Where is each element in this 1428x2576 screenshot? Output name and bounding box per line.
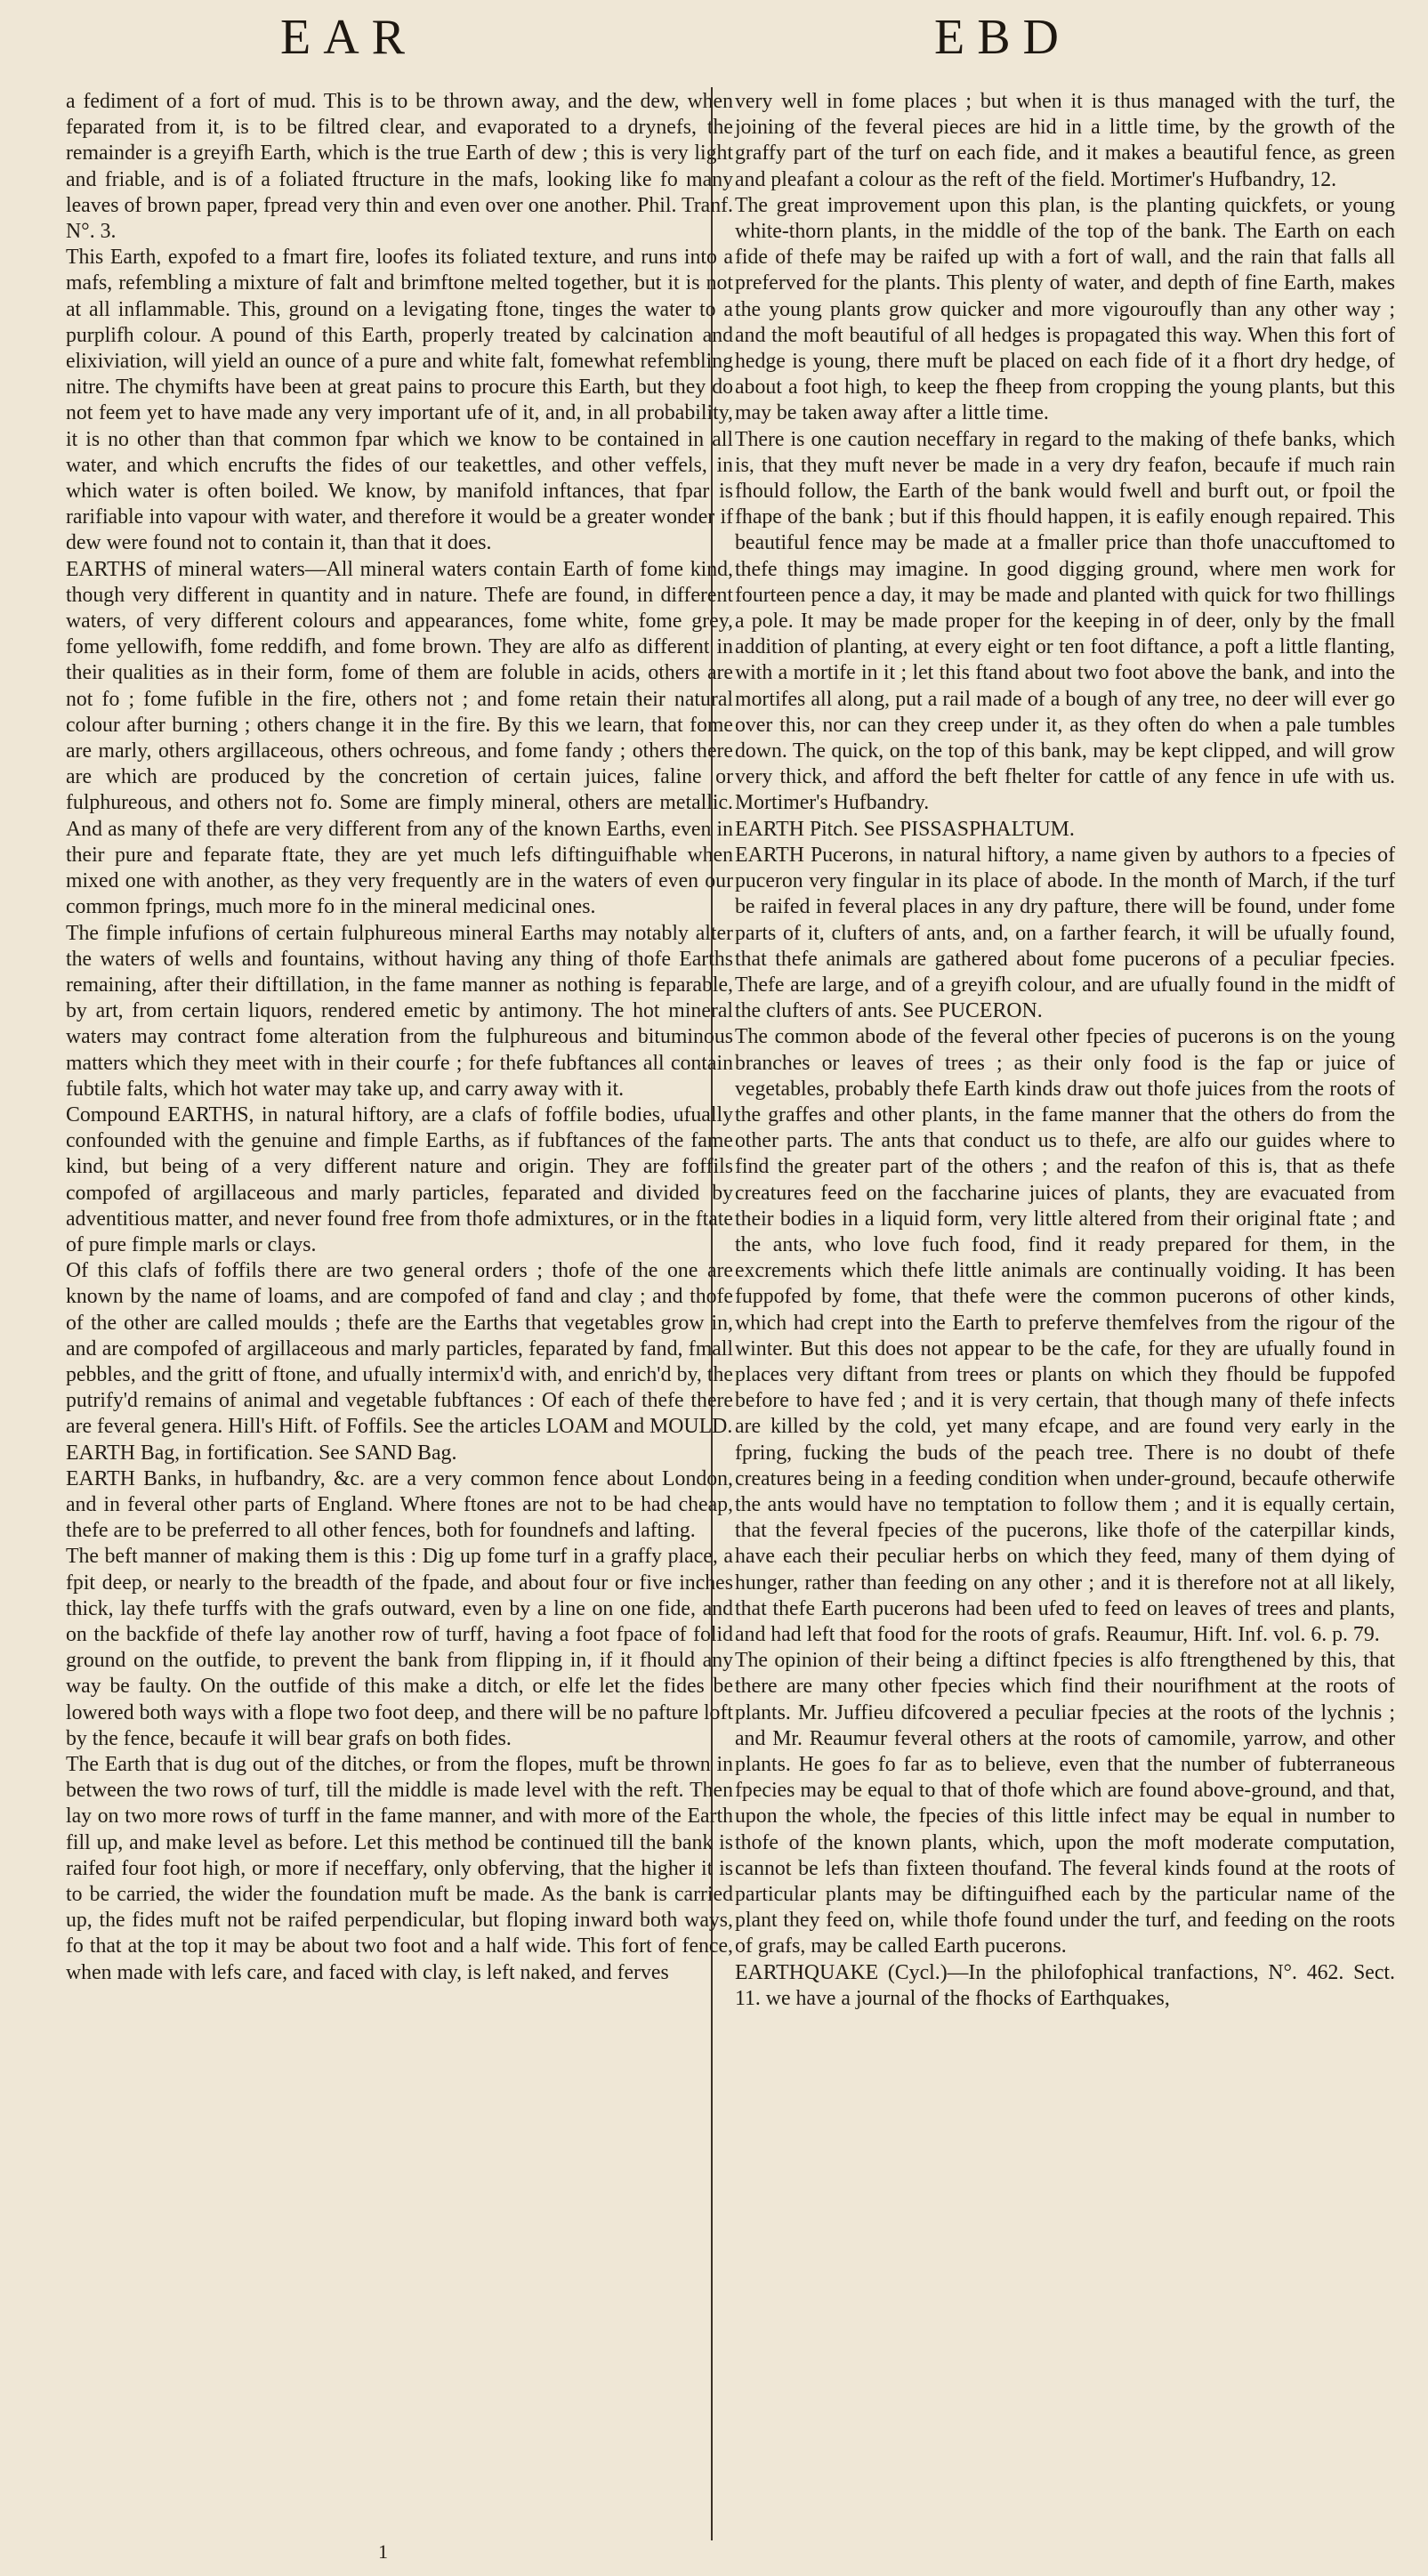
entry-earth-pitch: EARTH Pitch. See PISSASPHALTUM. <box>735 817 1075 841</box>
paragraph: The beft manner of making them is this : Dig up fome turf in a graffy place, a fpit deep, or nearly to the breadth of the fpade, and about four or five inches thick, lay thefe turffs with the grafs outward, even by a line on one fide, and on the backfide of thefe lay another row of turff, having a foot fpace of folid ground on the outfide, to prevent the bank from flipping in, if it fhould any way be faulty. On the outfide of this make a ditch, or elfe let the fides be lowered both ways with a flope two foot deep, and there will be no pafture loft by the fence, becaufe it will bear grafs on both fides. <box>66 1545 733 1750</box>
paragraph: a fediment of a fort of mud. This is to be thrown away, and the dew, when feparated from it, is to be filtred clear, and evaporated to a drynefs, the remainder is a greyifh Earth, which is the true Earth of dew ; this is very light and friable, and is of a foliated ftructure in the mafs, looking like fo many leaves of brown paper, fpread very thin and even over one another. Phil. Tranf. N°. 3. <box>66 90 733 244</box>
paragraph: The great improvement upon this plan, is the planting quickfets, or young white-thorn plants, in the middle of the top of the bank. The Earth on each fide of thefe may be raifed up with a fort of wall, and the rain that falls all preferved for the plants. This plenty of water, and depth of fine Earth, makes the young plants grow quicker and more vigouroufly than any other way ; and the moft beautiful of all hedges is propagated this way. When this fort of hedge is young, there muft be placed on each fide of it a fhort dry hedge, of about a foot high, to keep the fheep from cropping the young plants, but this may be taken away after a little time. <box>735 193 1395 425</box>
paragraph: This Earth, expofed to a fmart fire, loofes its foliated texture, and runs into a mafs, refembling a mixture of falt and brimftone melted together, but it is not at all inflammable. This, ground on a levigating ftone, tinges the water to a purplifh colour. A pound of this Earth, properly treated by calcination and elixiviation, will yield an ounce of a pure and white falt, fomewhat refembling nitre. The chymifts have been at great pains to procure this Earth, but they do not feem yet to have made any very important ufe of it, and, in all probability, it is no other than that common fpar which we know to be contained in all water, and which encrufts the fides of our teakettles, and other veffels, in which water is often boiled. We know, by manifold inftances, that fpar is rarifiable into vapour with water, and therefore it would be a greater wonder if dew were found not to contain it, than that it does. <box>66 246 733 555</box>
entry-compound-earths: Compound EARTHS, in natural hiftory, are a clafs of foffile bodies, ufually confounded with the genuine and fimple Earths, as if fubftances of the fame kind, but being of a very different nature and origin. They are foffils compofed of argillaceous and marly particles, feparated and divided by adventitious matter, and never found free from thofe admixtures, or in the ftate of pure fimple marls or clays. <box>66 1102 733 1256</box>
paragraph: very well in fome places ; but when it is thus managed with the turf, the joining of the feveral pieces are hid in a little time, by the growth of the graffy part of the turf on each fide, and it makes a beautiful fence, as green and pleafant a colour as the reft of the field. Mortimer's Hufbandry, 12. <box>735 90 1395 191</box>
page-number: 1 <box>378 2540 388 2563</box>
entry-earths-mineral-waters: EARTHS of mineral waters—All mineral waters contain Earth of fome kind, though very different in quantity and in nature. Thefe are found, in different waters, of very different colours and appearances, fome white, fome grey, fome yellowifh, fome reddifh, and fome brown. They are alfo as different in their qualities as in their form, fome of them are foluble in acids, others are not fo ; fome fufible in the fire, others not ; and fome retain their natural colour after burning ; others change it in the fire. By this we learn, that fome are marly, others argillaceous, others ochreous, and fome fandy ; others there are which are produced by the concretion of certain juices, faline or fulphureous, and others not fo. Some are fimply mineral, others are metallic. And as many of thefe are very different from any of the known Earths, even in their pure and feparate ftate, they are yet much lefs diftinguifhable when mixed one with another, as they very frequently are in the waters of even our common fprings, much more fo in the mineral medicinal ones. <box>66 557 733 919</box>
paragraph: The fimple infufions of certain fulphureous mineral Earths may notably alter the waters of wells and fountains, without having any thing of thofe Earths remaining, after their diftillation, in the fame manner as nothing is feparable, by art, from certain liquors, rendered emetic by antimony. The hot mineral waters may contract fome alteration from the fulphureous and bituminous matters which they meet with in their courfe ; for thefe fubftances all contain fubtile falts, which hot water may take up, and carry away with it. <box>66 921 733 1101</box>
running-head-right: EBD <box>934 10 1071 65</box>
paragraph: The common abode of the feveral other fpecies of pucerons is on the young branches or leaves of trees ; as their only food is the fap or juice of vegetables, probably thefe Earth kinds draw out thofe juices from the roots of the graffes and other plants, in the fame manner that the others do from the other parts. The ants that conduct us to thefe, are alfo our guides where to find the greater part of the others ; and the reafon of this is, that as thefe creatures feed on the faccharine juices of plants, they are evacuated from their bodies in a liquid form, very little altered from their original ftate ; and the ants, who love fuch food, find it ready prepared for them, in the excrements which thefe little animals are continually voiding. It has been fuppofed by fome, that thefe were the common pucerons of other kinds, which had crept into the Earth to preferve themfelves from the rigour of the winter. But this does not appear to be the cafe, for they are ufually found in places very diftant from trees or plants on which they fhould be fuppofed before to have fed ; and it is very certain, that though many of thefe infects are killed by the cold, yet many efcape, and are found very early in the fpring, fucking the buds of the peach tree. There is no doubt of thefe creatures being in a feeding condition when under-ground, becaufe otherwife the ants would have no temptation to follow them ; and it is equally certain, that the feveral fpecies of the pucerons, like thofe of the caterpillar kinds, have each their peculiar herbs on which they feed, many of them dying of hunger, rather than feeding on any other ; and it is therefore not at all likely, that thefe Earth pucerons had been ufed to feed on leaves of trees and plants, and had left that food for the roots of grafs. Reaumur, Hift. Inf. vol. 6. p. 79. <box>735 1025 1395 1646</box>
paragraph: Of this clafs of foffils there are two general orders ; thofe of the one are known by the name of loams, and are compofed of fand and clay ; and thofe of the other are called moulds ; thefe are the Earths that vegetables grow in, and are compofed of argillaceous and marly particles, feparated by fand, fmall pebbles, and the gritt of ftone, and ufually intermix'd with, and enrich'd by, the putrify'd remains of animal and vegetable fubftances : Of each of thefe there are feveral genera. Hill's Hift. of Foffils. See the articles LOAM and MOULD. <box>66 1259 733 1439</box>
paragraph: The opinion of their being a diftinct fpecies is alfo ftrengthened by this, that there are many other fpecies which find their nourifhment at the roots of plants. Mr. Juffieu difcovered a peculiar fpecies at the roots of the lychnis ; and Mr. Reaumur feveral others at the roots of camomile, yarrow, and other plants. He goes fo far as to believe, even that the number of fubterraneous fpecies may be equal to that of thofe which are found above-ground, and that, upon the whole, the fpecies of this little infect may be equal in number to thofe of the known plants, which, upon the moft moderate computation, cannot be lefs than fixteen thoufand. The feveral kinds found at the roots of particular plants may be diftinguifhed each by the particular name of the plant they feed on, while thofe found under the turf, and feeding on the roots of grafs, may be called Earth pucerons. <box>735 1649 1395 1958</box>
left-column <box>66 89 733 1986</box>
entry-earth-bag: EARTH Bag, in fortification. See SAND Bag. <box>66 1441 457 1465</box>
entry-earthquake: EARTHQUAKE (Cycl.)—In the philofophical tranfactions, N°. 462. Sect. 11. we have a journal of the fhocks of Earthquakes, <box>735 1960 1395 2010</box>
paragraph: The Earth that is dug out of the ditches, or from the flopes, muft be thrown in between the two rows of turf, till the middle is made level with the reft. Then lay on two more rows of turff in the fame manner, and with more of the Earth fill up, and make level as before. Let this method be continued till the bank is raifed four foot high, or more if neceffary, only obferving, that the higher it is to be carried, the wider the foundation muft be made. As the bank is carried up, the fides muft not be raifed perpendicular, but floping inward both ways, fo that at the top it may be about two foot and a half wide. This fort of fence, when made with lefs care, and faced with clay, is left naked, and ferves <box>66 1753 733 1984</box>
entry-earth-pucerons: EARTH Pucerons, in natural hiftory, a name given by authors to a fpecies of puceron very fingular in its place of abode. In the month of March, if the turf be raifed in feveral places in any dry pafture, there will be found, under fome parts of it, clufters of ants, and, on a farther fearch, it will be ufually found, that thefe animals are gathered about fome pucerons of a peculiar fpecies. Thefe are large, and of a greyifh colour, and are ufually found in the midft of the clufters of ants. See PUCERON. <box>735 843 1395 1023</box>
paragraph: There is one caution neceffary in regard to the making of thefe banks, which is, that they muft never be made in a very dry feafon, becaufe if much rain fhould follow, the Earth of the bank would fwell and burft out, or fpoil the fhape of the bank ; but if this fhould happen, it is eafily enough repaired. This beautiful fence may be made at a fmaller price than thofe unaccuftomed to thefe things may imagine. In good digging ground, where men work for fourteen pence a day, it may be made and planted with quick for two fhillings a pole. It may be made proper for the keeping in of deer, only by the fmall addition of planting, at every eight or ten foot diftance, a poft a little flanting, with a mortife in it ; let this ftand about two foot above the bank, and into the mortifes all along, put a rail made of a bough of any tree, no deer will ever go over this, nor can they creep under it, as they often do when a pale tumbles down. The quick, on the top of this bank, may be kept clipped, and will grow very thick, and afford the beft fhelter for cattle of any fence in ufe with us. Mortimer's Hufbandry. <box>735 427 1395 815</box>
running-head-left: EAR <box>280 10 417 65</box>
right-column <box>735 89 1395 2012</box>
entry-earth-banks: EARTH Banks, in hufbandry, &c. are a very common fence about London, and in feveral other parts of England. Where ftones are not to be had cheap, thefe are to be preferred to all other fences, both for foundnefs and lafting. <box>66 1466 733 1543</box>
